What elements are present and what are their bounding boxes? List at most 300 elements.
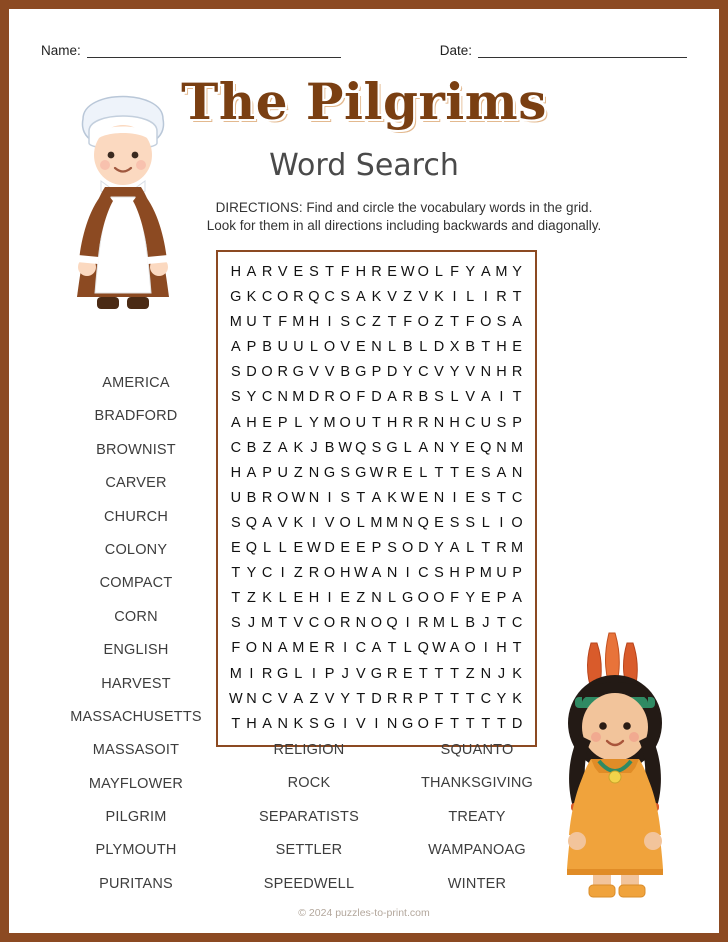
grid-cell: M [323, 414, 336, 431]
grid-cell: N [371, 590, 382, 607]
grid-cell: G [402, 715, 414, 732]
grid-cell: C [418, 364, 429, 381]
grid-cell: P [512, 565, 522, 582]
grid-cell: C [480, 690, 492, 707]
grid-cell: R [402, 389, 413, 406]
grid-cell: Q [417, 514, 429, 531]
grid-cell: G [323, 715, 336, 732]
grid-cell: E [340, 590, 351, 607]
grid-cell: M [370, 514, 383, 531]
grid-cell: N [511, 464, 523, 481]
grid-cell: A [262, 514, 272, 531]
grid-cell: I [249, 665, 254, 682]
grid-cell: L [388, 590, 397, 607]
grid-cell: V [340, 339, 351, 356]
grid-cell: Y [449, 364, 460, 381]
grid-cell: U [230, 489, 242, 506]
grid-cell: A [480, 389, 491, 406]
grid-cell: V [418, 289, 429, 306]
grid-cell: L [309, 339, 318, 356]
word-item[interactable]: TREATY [448, 808, 506, 825]
grid-cell: D [433, 339, 445, 356]
grid-cell: H [230, 264, 242, 280]
grid-cell: J [341, 665, 349, 682]
grid-cell: E [465, 464, 476, 481]
grid-row [228, 335, 525, 360]
grid-cell: E [340, 540, 351, 557]
grid-cell: K [293, 715, 304, 732]
grid-cell: R [496, 540, 507, 557]
grid-cell: O [323, 565, 336, 582]
grid-cell: B [465, 339, 476, 356]
grid-row [228, 611, 525, 636]
grid-cell: T [481, 540, 491, 557]
grid-cell: L [419, 464, 428, 481]
grid-cell: P [246, 339, 257, 356]
grid-cell: R [261, 665, 273, 682]
grid-row [228, 310, 525, 335]
grid-cell: M [511, 439, 524, 456]
grid-cell: I [327, 489, 332, 506]
grid-cell: K [246, 289, 257, 306]
word-item[interactable]: MASSASOIT [92, 742, 180, 759]
grid-cell: T [465, 690, 475, 707]
word-item[interactable]: SEPARATISTS [259, 808, 359, 825]
grid-cell: G [292, 364, 304, 381]
grid-cell: E [512, 339, 522, 356]
grid-cell: T [450, 690, 459, 707]
grid-cell: U [277, 464, 288, 481]
grid-cell: R [308, 565, 320, 582]
grid-cell: U [246, 314, 257, 331]
page-title: The Pilgrims [181, 72, 547, 131]
grid-cell: B [402, 339, 413, 356]
grid-cell: I [343, 640, 348, 657]
grid-cell: V [324, 514, 335, 531]
grid-cell: A [371, 565, 382, 582]
grid-cell: I [405, 615, 410, 632]
word-item[interactable]: PLYMOUTH [95, 842, 177, 859]
grid-cell: V [355, 665, 366, 682]
grid-cell: O [261, 364, 273, 381]
grid-cell: R [402, 690, 413, 707]
grid-cell: Z [262, 439, 272, 456]
grid-cell: S [480, 464, 491, 481]
grid-cell: G [370, 665, 383, 682]
word-item[interactable]: MASSACHUSETTS [70, 708, 202, 725]
grid-cell: L [294, 414, 303, 431]
grid-cell: I [343, 715, 348, 732]
grid-cell: T [450, 464, 459, 481]
grid-cell: G [323, 464, 336, 481]
grid-row [228, 687, 525, 712]
grid-cell: A [277, 439, 288, 456]
grid-cell: H [496, 339, 507, 356]
grid-cell: S [309, 264, 319, 280]
grid-cell: S [496, 414, 507, 431]
grid-cell: A [496, 464, 507, 481]
word-item[interactable]: THANKSGIVING [421, 775, 533, 792]
grid-cell: A [449, 540, 460, 557]
grid-cell: T [418, 665, 428, 682]
grid-cell: S [340, 289, 351, 306]
word-item[interactable]: SETTLER [275, 842, 343, 859]
grid-cell: H [496, 364, 507, 381]
word-search-grid[interactable] [216, 250, 537, 747]
grid-cell: S [465, 514, 476, 531]
grid-cell: H [339, 565, 351, 582]
grid-cell: K [512, 690, 522, 707]
word-item[interactable]: BROWNIST [96, 441, 176, 458]
grid-cell: S [230, 514, 241, 531]
grid-cell: L [356, 514, 365, 531]
grid-cell: U [480, 414, 492, 431]
grid-cell: S [230, 364, 241, 381]
footer-credit: © 2024 puzzles-to-print.com [298, 907, 430, 919]
grid-cell: Z [293, 565, 303, 582]
grid-cell: H [230, 464, 242, 481]
grid-cell: C [511, 489, 523, 506]
word-item[interactable]: CHURCH [103, 508, 169, 525]
grid-cell: G [277, 665, 289, 682]
grid-cell: U [293, 339, 304, 356]
grid-cell: R [511, 364, 523, 381]
grid-cell: D [511, 715, 523, 732]
word-item[interactable]: HARVEST [101, 675, 171, 692]
grid-cell: H [355, 264, 367, 280]
grid-cell: G [386, 439, 398, 456]
grid-cell: B [246, 489, 257, 506]
grid-cell: M [229, 665, 242, 682]
grid-cell: T [450, 715, 459, 732]
grid-cell: M [292, 314, 305, 331]
grid-cell: R [339, 615, 351, 632]
word-item[interactable]: RELIGION [273, 742, 345, 758]
word-item[interactable]: PILGRIM [105, 809, 167, 826]
grid-cell: H [496, 640, 507, 657]
grid-row [228, 486, 525, 511]
grid-cell: C [261, 289, 273, 306]
grid-cell: S [309, 715, 319, 732]
pilgrim-girl-illustration [53, 71, 193, 331]
grid-cell: O [339, 389, 351, 406]
grid-cell: R [371, 264, 382, 280]
grid-cell: Z [465, 665, 475, 682]
grid-cell: A [277, 640, 288, 657]
grid-cell: F [340, 264, 350, 280]
grid-cell: Y [465, 264, 476, 280]
grid-cell: B [246, 439, 257, 456]
grid-cell: R [261, 264, 273, 280]
grid-row [228, 461, 525, 486]
grid-cell: N [433, 439, 445, 456]
grid-cell: F [403, 314, 413, 331]
word-item[interactable]: COMPACT [99, 575, 173, 592]
grid-cell: S [496, 314, 507, 331]
grid-cell: T [450, 665, 459, 682]
word-item[interactable]: SQUANTO [440, 742, 514, 758]
grid-cell: F [450, 590, 459, 607]
grid-cell: E [262, 414, 272, 431]
grid-cell: A [512, 590, 522, 607]
word-item[interactable]: BRADFORD [94, 408, 178, 425]
grid-cell: L [403, 439, 412, 456]
grid-cell: R [277, 364, 288, 381]
grid-cell: A [293, 690, 304, 707]
grid-cell: C [324, 289, 335, 306]
grid-cell: B [340, 364, 351, 381]
grid-cell: E [293, 264, 304, 280]
grid-cell: P [277, 414, 288, 431]
grid-cell: T [231, 715, 241, 732]
grid-cell: O [464, 640, 476, 657]
grid-cell: W [353, 565, 368, 582]
grid-cell: H [308, 590, 320, 607]
word-item[interactable]: CORN [114, 608, 158, 625]
date-label: Date: [439, 43, 472, 58]
grid-cell: E [465, 489, 476, 506]
grid-cell: O [339, 414, 351, 431]
grid-cell: Z [293, 464, 303, 481]
word-item[interactable]: AMERICA [102, 375, 170, 391]
native-american-girl-illustration [533, 631, 703, 901]
grid-cell: M [292, 640, 305, 657]
grid-cell: R [293, 289, 304, 306]
grid-cell: P [465, 565, 476, 582]
grid-cell: C [418, 565, 429, 582]
grid-cell: L [263, 540, 272, 557]
grid-cell: S [230, 615, 241, 632]
grid-row [228, 536, 525, 561]
grid-cell: I [499, 389, 504, 406]
grid-cell: N [371, 339, 382, 356]
grid-cell: T [262, 314, 272, 331]
grid-cell: T [434, 690, 444, 707]
grid-cell: S [387, 540, 397, 557]
grid-cell: M [292, 389, 305, 406]
grid-cell: V [465, 364, 476, 381]
grid-cell: N [402, 514, 413, 531]
grid-cell: T [434, 665, 444, 682]
grid-cell: O [417, 264, 429, 280]
grid-cell: C [261, 565, 273, 582]
grid-cell: A [480, 264, 491, 280]
grid-cell: D [418, 540, 429, 557]
grid-cell: S [230, 389, 241, 406]
grid-cell: M [479, 565, 492, 582]
grid-cell: L [434, 264, 443, 280]
grid-cell: D [308, 389, 320, 406]
word-item[interactable]: WINTER [447, 875, 507, 892]
grid-cell: P [418, 690, 429, 707]
grid-cell: A [230, 414, 241, 431]
grid-cell: W [307, 540, 321, 557]
grid-cell: C [355, 314, 367, 331]
grid-cell: J [247, 615, 256, 632]
word-item[interactable]: WAMPANOAG [428, 842, 526, 859]
grid-cell: H [449, 414, 460, 431]
grid-cell: U [496, 565, 507, 582]
grid-cell: N [433, 489, 445, 506]
grid-cell: H [386, 414, 398, 431]
grid-cell: Z [403, 289, 413, 306]
grid-cell: T [497, 615, 506, 632]
grid-cell: F [465, 314, 475, 331]
directions [129, 199, 679, 235]
grid-cell: R [418, 414, 429, 431]
grid-cell: N [480, 364, 492, 381]
grid-cell: S [340, 464, 351, 481]
grid-row [228, 436, 525, 461]
grid-cell: C [308, 615, 320, 632]
grid-row [228, 360, 525, 385]
grid-cell: R [496, 289, 507, 306]
grid-cell: P [324, 665, 335, 682]
grid-cell: E [387, 264, 397, 280]
grid-cell: I [311, 514, 316, 531]
grid-row [228, 511, 525, 536]
grid-cell: A [418, 439, 429, 456]
grid-cell: O [245, 640, 258, 657]
grid-cell: V [387, 289, 397, 306]
grid-cell: M [511, 540, 524, 557]
grid-cell: O [323, 615, 336, 632]
directions-line-1: DIRECTIONS: Find and circle the vocabulary words in the grid. [215, 200, 593, 215]
grid-cell: Y [449, 439, 460, 456]
grid-cell: Q [245, 540, 258, 557]
grid-cell: Z [434, 314, 444, 331]
grid-cell: U [277, 339, 288, 356]
grid-cell: N [277, 389, 288, 406]
grid-cell: E [418, 489, 429, 506]
grid-cell: W [400, 264, 415, 280]
grid-cell: A [355, 289, 366, 306]
grid-cell: X [449, 339, 460, 356]
grid-cell: V [465, 389, 476, 406]
grid-cell: D [371, 690, 382, 707]
word-item[interactable]: COLONY [104, 541, 168, 558]
grid-cell: M [386, 514, 399, 531]
grid-cell: T [325, 264, 334, 280]
grid-cell: Z [309, 690, 319, 707]
grid-cell: I [405, 565, 410, 582]
grid-cell: F [278, 314, 288, 331]
grid-cell: G [355, 464, 367, 481]
grid-cell: D [324, 540, 335, 557]
page-subtitle: Word Search [269, 148, 459, 183]
grid-cell: U [355, 414, 367, 431]
grid-cell: G [402, 590, 414, 607]
grid-cell: Q [386, 615, 398, 632]
grid-cell: Z [247, 590, 256, 607]
grid-cell: N [308, 489, 320, 506]
grid-cell: P [512, 414, 522, 431]
date-input-line[interactable] [478, 44, 687, 58]
grid-cell: C [230, 439, 242, 456]
grid-cell: V [324, 690, 335, 707]
grid-cell: A [387, 389, 397, 406]
grid-cell: O [277, 489, 289, 506]
grid-cell: Q [480, 439, 492, 456]
grid-cell: L [278, 590, 287, 607]
grid-cell: V [434, 364, 444, 381]
grid-cell: R [418, 615, 429, 632]
grid-cell: Y [246, 389, 257, 406]
word-item[interactable]: PURITANS [99, 875, 173, 892]
name-label: Name: [41, 43, 81, 58]
grid-cell: O [402, 540, 414, 557]
grid-cell: T [481, 715, 491, 732]
grid-cell: P [496, 590, 507, 607]
grid-cell: E [309, 640, 319, 657]
grid-cell: E [465, 439, 476, 456]
grid-cell: O [417, 715, 429, 732]
grid-row [228, 561, 525, 586]
grid-cell: Q [308, 289, 320, 306]
grid-cell: A [512, 314, 522, 331]
grid-cell: L [419, 339, 428, 356]
grid-cell: L [450, 389, 459, 406]
grid-cell: R [324, 640, 335, 657]
word-item[interactable]: SPEEDWELL [263, 875, 355, 892]
grid-cell: J [497, 665, 506, 682]
grid-cell: W [432, 640, 446, 657]
grid-cell: K [512, 665, 522, 682]
grid-cell: T [434, 464, 444, 481]
grid-cell: L [278, 540, 287, 557]
worksheet-inner [9, 9, 719, 933]
grid-cell: T [465, 715, 475, 732]
grid-cell: K [293, 514, 304, 531]
grid-cell: W [291, 489, 306, 506]
grid-cell: M [432, 615, 445, 632]
grid-cell: I [499, 514, 504, 531]
grid-cell: T [497, 489, 506, 506]
grid-cell: L [450, 615, 459, 632]
grid-cell: H [246, 715, 257, 732]
name-input-line[interactable] [87, 44, 341, 58]
grid-cell: K [293, 439, 304, 456]
word-item[interactable]: ENGLISH [103, 642, 169, 659]
grid-cell: D [386, 364, 398, 381]
grid-cell: V [293, 615, 304, 632]
grid-cell: E [434, 514, 444, 531]
grid-cell: A [230, 339, 241, 356]
grid-cell: T [387, 640, 397, 657]
grid-cell: R [324, 389, 335, 406]
grid-cell: T [231, 590, 241, 607]
grid-cell: L [481, 514, 490, 531]
grid-cell: W [338, 439, 353, 456]
grid-row [228, 636, 525, 661]
grid-cell: H [308, 314, 320, 331]
word-item[interactable]: CARVER [105, 475, 167, 492]
word-item[interactable]: ROCK [287, 775, 331, 792]
grid-cell: L [388, 339, 397, 356]
word-item[interactable]: MAYFLOWER [88, 775, 184, 792]
grid-cell: E [355, 339, 366, 356]
grid-cell: K [371, 289, 382, 306]
grid-cell: Y [512, 264, 522, 280]
grid-cell: I [452, 289, 457, 306]
name-field-group [41, 43, 341, 58]
name-date-row [41, 43, 687, 58]
grid-cell: S [449, 514, 460, 531]
grid-cell: F [450, 264, 459, 280]
grid-cell: L [294, 665, 303, 682]
grid-cell: M [261, 615, 274, 632]
grid-cell: A [246, 264, 257, 280]
